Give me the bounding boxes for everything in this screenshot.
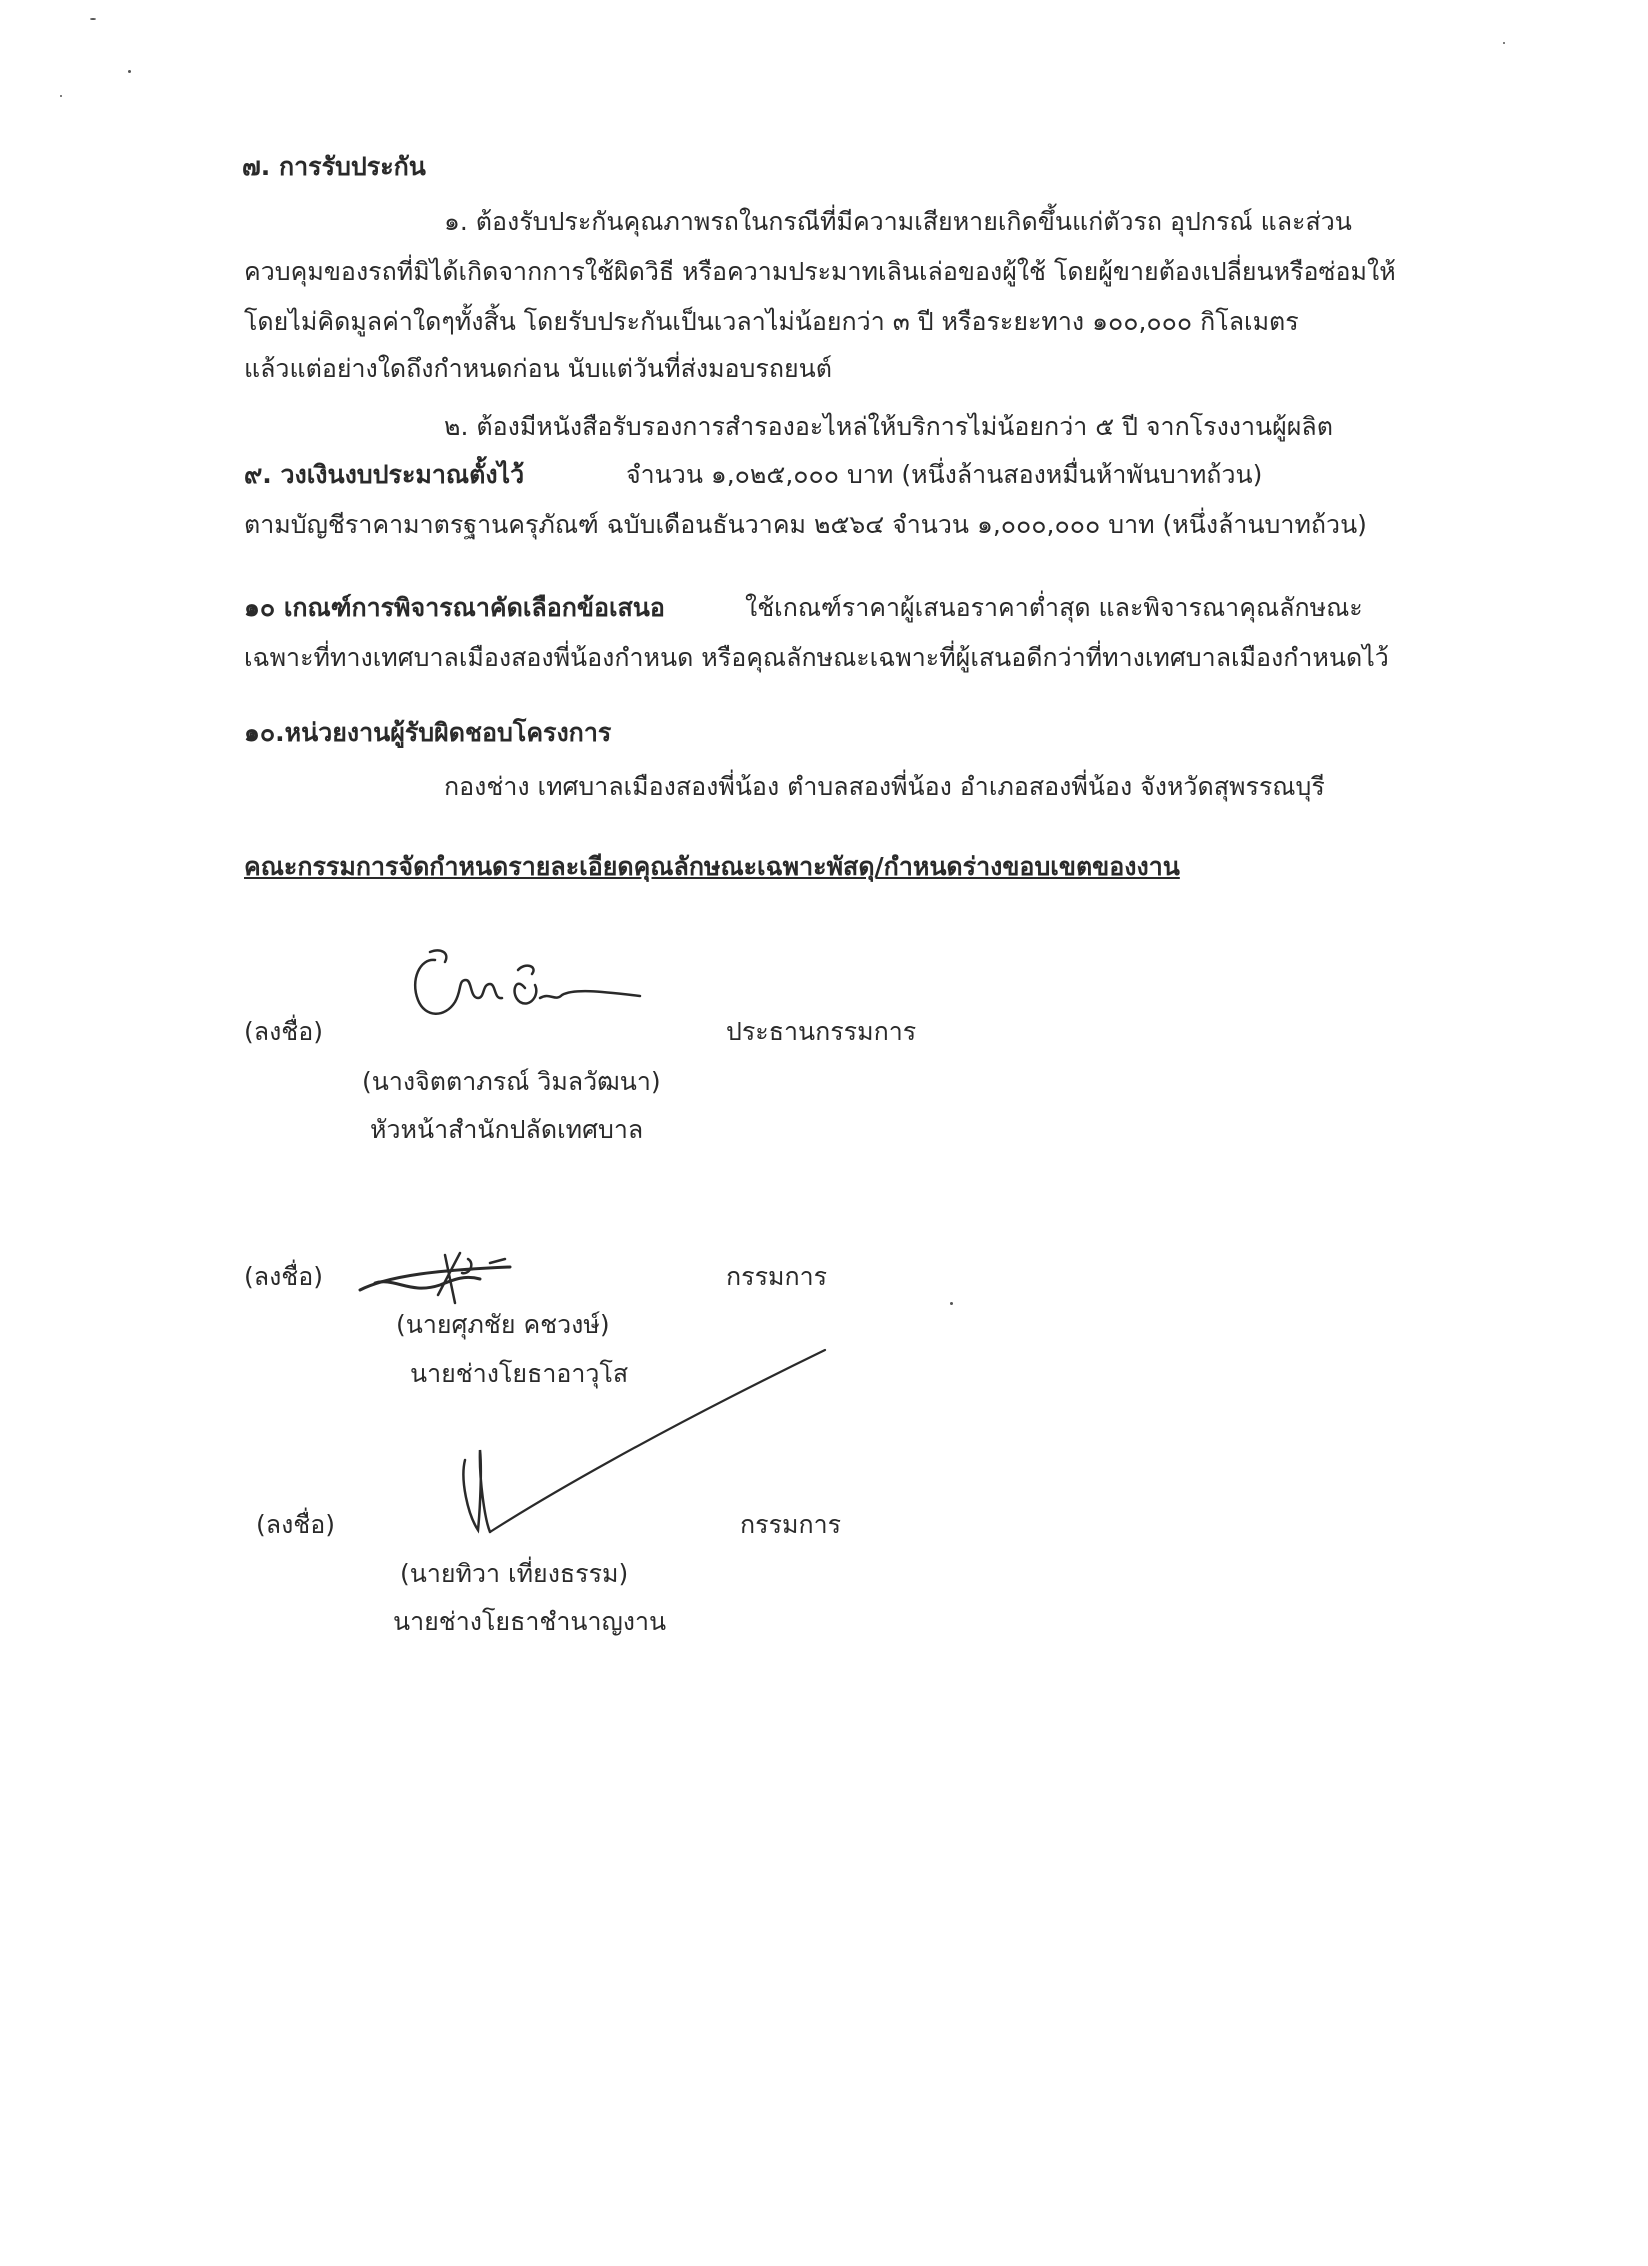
role-label: กรรมการ (740, 1510, 842, 1539)
member-position: หัวหน้าสำนักปลัดเทศบาล (370, 1115, 644, 1144)
signature-image (400, 940, 650, 1040)
role-label: กรรมการ (726, 1262, 828, 1291)
member-name: (นายศุภชัย คชวงษ์) (396, 1310, 610, 1339)
section7-item1-line4: แล้วแต่อย่างใดถึงกำหนดก่อน นับแต่วันที่ส่งมอบรถยนต์ (244, 354, 832, 383)
section10a-line1: ใช้เกณฑ์ราคาผู้เสนอราคาต่ำสุด และพิจารณาคุณลักษณะ (745, 593, 1363, 622)
role-label: ประธานกรรมการ (726, 1017, 917, 1046)
section10a-line2: เฉพาะที่ทางเทศบาลเมืองสองพี่น้องกำหนด หรือคุณลักษณะเฉพาะที่ผู้เสนอดีกว่าที่ทางเทศบาลเมืองกำหนดไว้ (244, 643, 1389, 672)
scan-speck (950, 1302, 953, 1305)
sign-label: (ลงชื่อ) (256, 1510, 336, 1539)
committee-heading: คณะกรรมการจัดกำหนดรายละเอียดคุณลักษณะเฉพาะพัสดุ/กำหนดร่างขอบเขตของงาน (244, 852, 1180, 881)
member-position: นายช่างโยธาชำนาญงาน (393, 1607, 667, 1636)
member-position: นายช่างโยธาอาวุโส (410, 1359, 629, 1388)
scan-speck (1503, 42, 1505, 44)
section7-item2: ๒. ต้องมีหนังสือรับรองการสำรองอะไหล่ให้บริการไม่น้อยกว่า ๕ ปี จากโรงงานผู้ผลิต (444, 412, 1333, 441)
member-name: (นางจิตตาภรณ์ วิมลวัฒนา) (362, 1067, 661, 1096)
sign-label: (ลงชื่อ) (244, 1262, 324, 1291)
section10b-heading: ๑๐.หน่วยงานผู้รับผิดชอบโครงการ (244, 718, 612, 747)
section9-line2: ตามบัญชีราคามาตรฐานครุภัณฑ์ ฉบับเดือนธันวาคม ๒๕๖๔ จำนวน ๑,๐๐๐,๐๐๐ บาท (หนึ่งล้านบาทถ้วน) (244, 510, 1367, 539)
section7-item1-line3: โดยไม่คิดมูลค่าใดๆทั้งสิ้น โดยรับประกันเป็นเวลาไม่น้อยกว่า ๓ ปี หรือระยะทาง ๑๐๐,๐๐๐ กิโลเมตร (244, 307, 1299, 336)
section7-item1-line2: ควบคุมของรถที่มิได้เกิดจากการใช้ผิดวิธี หรือความประมาทเลินเล่อของผู้ใช้ โดยผู้ขายต้องเปลี่ยนหรือซ่อมให้ (244, 257, 1396, 286)
section9-amount: จำนวน ๑,๐๒๕,๐๐๐ บาท (หนึ่งล้านสองหมื่นห้าพันบาทถ้วน) (626, 460, 1263, 489)
section10a-heading: ๑๐ เกณฑ์การพิจารณาคัดเลือกข้อเสนอ (244, 593, 665, 622)
signature-image (350, 1245, 530, 1315)
member-name: (นายทิวา เที่ยงธรรม) (400, 1559, 629, 1588)
section7-heading: ๗. การรับประกัน (242, 152, 426, 181)
scan-speck (90, 18, 96, 20)
scan-speck (60, 95, 62, 97)
section10b-line1: กองช่าง เทศบาลเมืองสองพี่น้อง ตำบลสองพี่น้อง อำเภอสองพี่น้อง จังหวัดสุพรรณบุรี (444, 772, 1325, 801)
scan-speck (128, 70, 131, 73)
sign-label: (ลงชื่อ) (244, 1017, 324, 1046)
section7-item1-line1: ๑. ต้องรับประกันคุณภาพรถในกรณีที่มีความเสียหายเกิดขึ้นแก่ตัวรถ อุปกรณ์ และส่วน (444, 207, 1352, 236)
section9-heading: ๙. วงเงินงบประมาณตั้งไว้ (244, 460, 525, 489)
